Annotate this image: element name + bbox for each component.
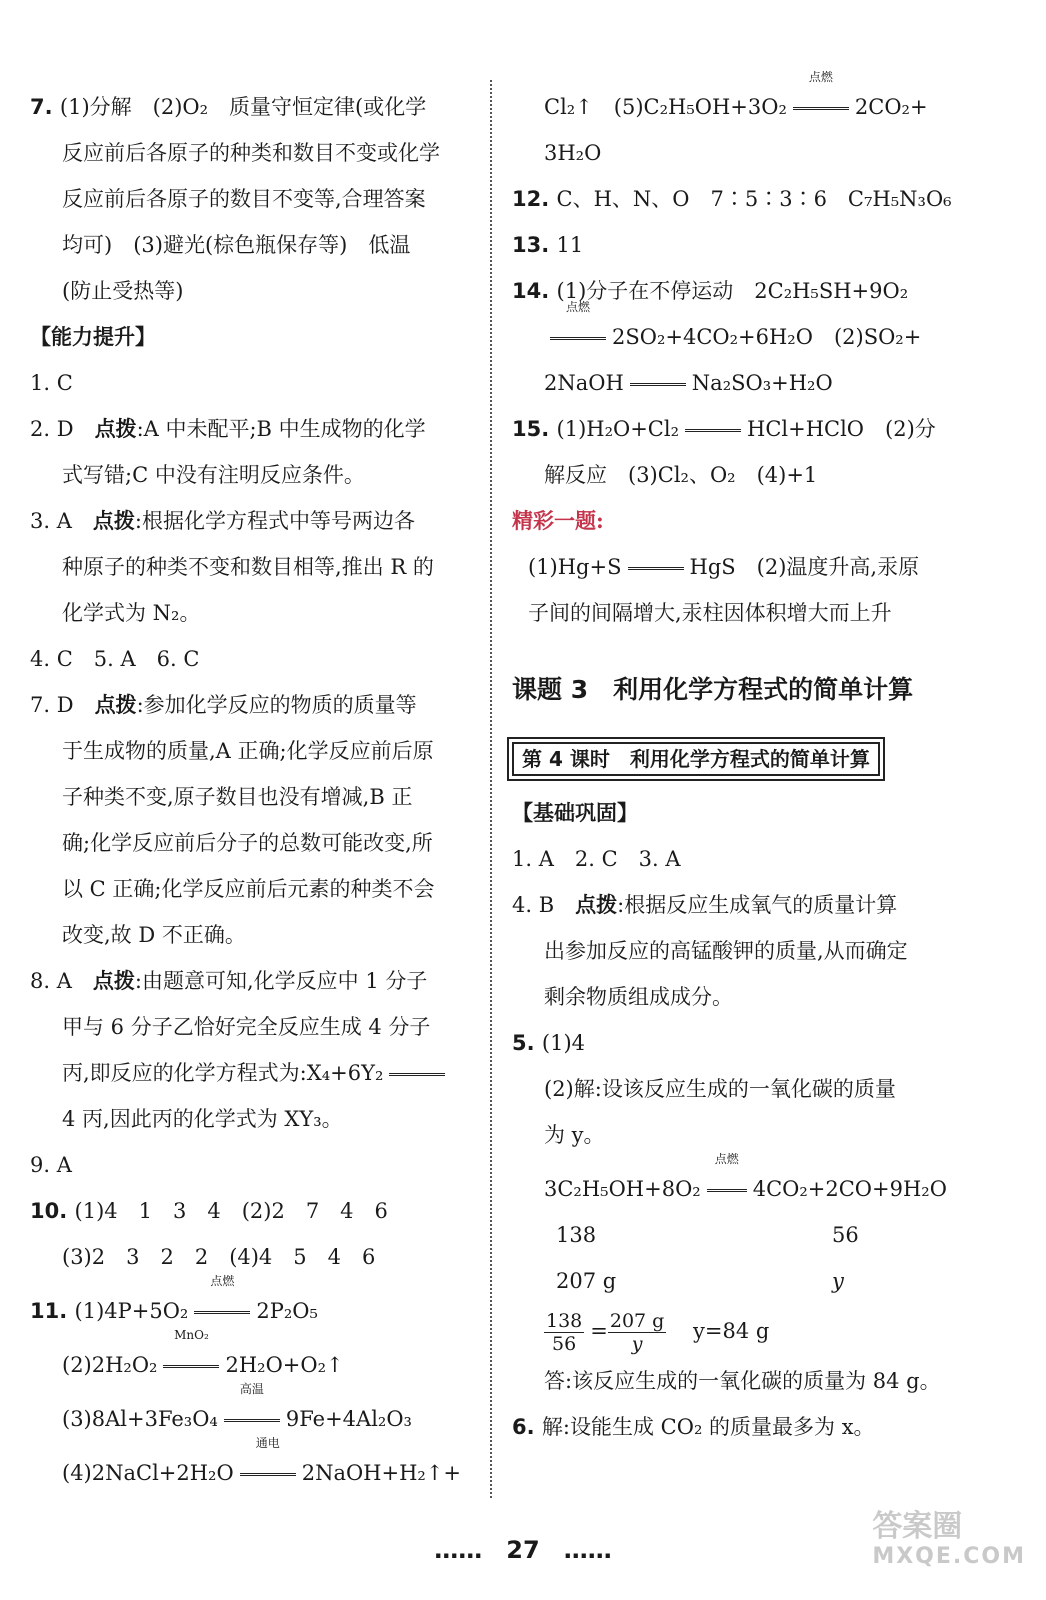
answer-14-line1: 14. (1)分子在不停运动 2C₂H₅SH+9O₂	[512, 279, 909, 303]
basic-answer-4-cont2: 剩余物质组成成分。	[544, 985, 733, 1009]
basic-answer-4-cont1: 出参加反应的高锰酸钾的质量,从而确定	[544, 939, 908, 963]
answer-3: 3. A 点拨:根据化学方程式中等号两边各	[30, 508, 415, 533]
equals-sign	[681, 406, 745, 452]
answer-15-line2: 解反应 (3)Cl₂、O₂ (4)+1	[544, 463, 818, 487]
answer-1: 1. C	[30, 371, 73, 395]
answer-11-cont: Cl₂↑ (5)C₂H₅OH+3O₂ 点燃 2CO₂+	[512, 84, 962, 130]
reaction-condition: MnO₂	[159, 1342, 223, 1388]
answer-11-line1: 11. (1)4P+5O₂ 点燃 2P₂O₅	[30, 1288, 482, 1334]
reaction-condition: 高温	[220, 1396, 284, 1442]
answer-12: 12. C、H、N、O 7∶5∶3∶6 C₇H₅N₃O₆	[512, 187, 952, 211]
basic-answer-5-line1: 5. (1)4	[512, 1031, 586, 1055]
reaction-condition: 点燃	[703, 1166, 751, 1212]
answer-3-cont2: 化学式为 N₂。	[62, 601, 201, 625]
proportion-line: $\frac{138}{56}$ = $\frac{207 g}{y}$ y=84 g	[546, 1310, 770, 1355]
highlight-heading: 精彩一题:	[512, 508, 604, 533]
answer-8-cont2: 丙,即反应的化学方程式为:X₄+6Y₂	[30, 1050, 482, 1096]
answers-4-6: 4. C 5. A 6. C	[30, 647, 200, 671]
answer-8-cont1: 甲与 6 分子乙恰好完全反应生成 4 分子	[62, 1015, 431, 1039]
basic-answer-4: 4. B 点拨:根据反应生成氧气的质量计算	[512, 892, 898, 917]
reaction-condition: 通电	[236, 1450, 300, 1496]
q7-line1: 7. (1)分解 (2)O₂ 质量守恒定律(或化学	[30, 95, 427, 119]
answer-8: 8. A 点拨:由题意可知,化学反应中 1 分子	[30, 968, 428, 993]
basic-answer-5-line2: (2)解:设该反应生成的一氧化碳的质量	[544, 1077, 896, 1101]
answer-3-cont1: 种原子的种类不变和数目相等,推出 R 的	[62, 555, 434, 579]
q7-line3: 反应前后各原子的数目不变等,合理答案	[62, 187, 426, 211]
equals-sign	[626, 360, 690, 406]
section-basic-heading: 【基础巩固】	[512, 800, 638, 825]
answer-11-line3: (3)8Al+3Fe₃O₄ 高温 9Fe+4Al₂O₃	[30, 1396, 482, 1442]
page-number: …… 27 ……	[434, 1536, 612, 1564]
answer-10-line1: 10. (1)4 1 3 4 (2)2 7 4 6	[30, 1199, 388, 1223]
answer-15-line1: 15. (1)H₂O+Cl₂ HCl+HClO (2)分	[512, 406, 962, 452]
mass-row-2: 207 g y	[556, 1269, 844, 1293]
equals-sign	[385, 1050, 449, 1096]
left-column	[30, 84, 482, 1496]
answer-7-cont4: 以 C 正确;化学反应前后元素的种类不会	[62, 877, 435, 901]
basic-answer-6: 6. 解:设能生成 CO₂ 的质量最多为 x。	[512, 1415, 875, 1439]
basic-answers-1-3: 1. A 2. C 3. A	[512, 847, 681, 871]
lesson-title: 课题 3 利用化学方程式的简单计算	[512, 675, 914, 704]
answer-14-line2: 点燃 2SO₂+4CO₂+6H₂O (2)SO₂+	[512, 314, 962, 360]
answer-2: 2. D 点拨:A 中未配平;B 中生成物的化学	[30, 416, 426, 441]
answer-7-cont5: 改变,故 D 不正确。	[62, 923, 246, 947]
equation-line: 3C₂H₅OH+8O₂ 点燃 4CO₂+2CO+9H₂O	[512, 1166, 962, 1212]
highlight-line1: (1)Hg+S HgS (2)温度升高,汞原	[512, 544, 962, 590]
answer-2-cont: 式写错;C 中没有注明反应条件。	[62, 463, 365, 487]
section-ability-heading: 【能力提升】	[30, 324, 156, 349]
lesson-subtitle-box: 第 4 课时 利用化学方程式的简单计算	[512, 742, 880, 776]
answer-7-cont3: 确;化学反应前后分子的总数可能改变,所	[62, 831, 433, 855]
answer-8-cont3: 4 丙,因此丙的化学式为 XY₃。	[62, 1107, 343, 1131]
highlight-line2: 子间的间隔增大,汞柱因体积增大而上升	[528, 601, 892, 625]
mass-row-1: 138 56	[556, 1223, 859, 1247]
q7-line2: 反应前后各原子的种类和数目不变或化学	[62, 141, 440, 165]
reaction-condition: 点燃	[789, 84, 853, 130]
q7-line5: (防止受热等)	[62, 279, 184, 303]
answer-11-cont2: 3H₂O	[544, 141, 602, 165]
reaction-condition: 点燃	[546, 314, 610, 360]
answer-11-line4: (4)2NaCl+2H₂O 通电 2NaOH+H₂↑+	[30, 1450, 482, 1496]
right-column	[512, 70, 962, 1450]
answer-10-line2: (3)2 3 2 2 (4)4 5 4 6	[62, 1245, 376, 1269]
basic-answer-5-conclusion: 答:该反应生成的一氧化碳的质量为 84 g。	[544, 1369, 941, 1393]
q7-line4: 均可) (3)避光(棕色瓶保存等) 低温	[62, 233, 411, 257]
basic-answer-5-line3: 为 y。	[544, 1123, 605, 1147]
answer-7: 7. D 点拨:参加化学反应的物质的质量等	[30, 692, 417, 717]
answer-13: 13. 11	[512, 233, 584, 257]
column-divider	[490, 80, 492, 1498]
fraction-left: $\frac{138}{56}$	[546, 1310, 583, 1355]
reaction-condition: 点燃	[190, 1288, 254, 1334]
answer-11-line2: (2)2H₂O₂ MnO₂ 2H₂O+O₂↑	[30, 1342, 482, 1388]
answer-7-cont2: 子种类不变,原子数目也没有增减,B 正	[62, 785, 413, 809]
equals-sign	[624, 544, 688, 590]
answer-14-line3: 2NaOH Na₂SO₃+H₂O	[512, 360, 962, 406]
answer-7-cont1: 于生成物的质量,A 正确;化学反应前后原	[62, 739, 434, 763]
answer-9: 9. A	[30, 1153, 72, 1177]
fraction-right: $\frac{207 g}{y}$	[609, 1310, 665, 1355]
watermark-logo: 答案圈 MXQE.COM	[872, 1509, 1026, 1569]
